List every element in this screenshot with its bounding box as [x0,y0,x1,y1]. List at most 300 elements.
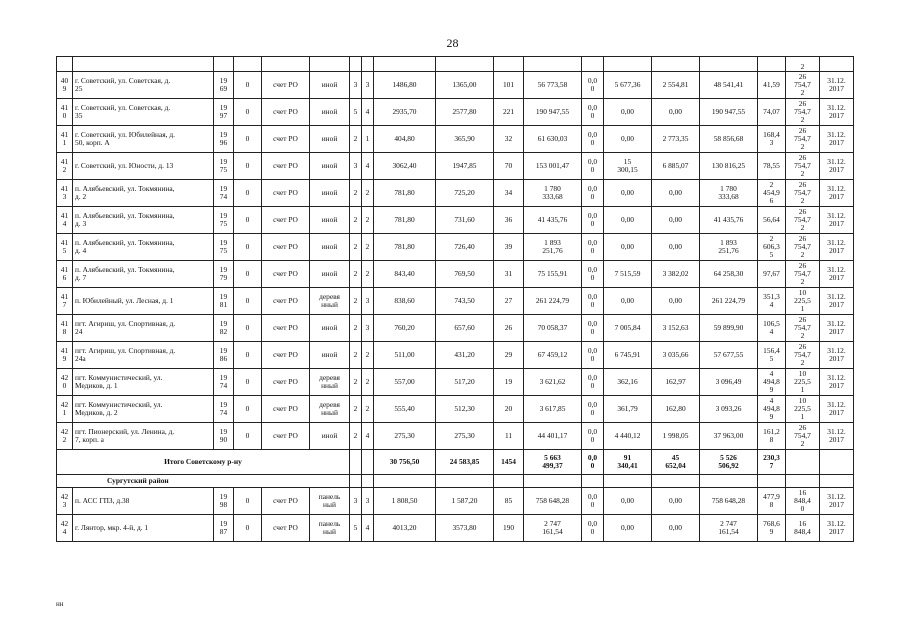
housing-table-container [56,56,854,542]
cell-cost-3: 0,00 [652,180,700,207]
table-row [57,288,854,315]
cell-living-area: 517,20 [436,369,494,396]
cell-fund-type: счет РО [262,153,310,180]
cell-row-number: 42 4 [57,515,73,542]
cell-row-number: 41 1 [57,126,73,153]
cell-build-year: 19 96 [214,126,234,153]
cell-floors: 2 [350,207,362,234]
cell-residents: 221 [494,99,524,126]
table-row [57,423,854,450]
cell-zero-value: 0 [234,488,262,515]
cell-build-year: 19 75 [214,153,234,180]
cell-floors: 2 [350,180,362,207]
cell-address: пгт. Коммунистический, ул. Медиков, д. 1 [73,369,214,396]
table-row [57,261,854,288]
cell-build-year: 19 87 [214,515,234,542]
cell-build-year: 19 75 [214,207,234,234]
cell-row-number: 42 2 [57,423,73,450]
section-title: Сургутский район [57,475,350,488]
table-top-row [57,57,854,72]
cell-limit-cost: 26 754,7 2 [786,207,820,234]
cell-limit-cost: 26 754,7 2 [786,342,820,369]
total-c5: 230,3 7 [758,450,786,475]
cell-wall-material: иной [310,72,350,99]
cell-cost-2: 0,00 [604,126,652,153]
cell-total-area: 781,80 [374,207,436,234]
total-cost-total: 5 663 499,37 [524,450,582,475]
table-row [57,126,854,153]
cell-cost-4: 48 541,41 [700,72,758,99]
cell-cost-3: 6 885,07 [652,153,700,180]
cell-cost-4: 3 093,26 [700,396,758,423]
cell-build-year: 19 74 [214,369,234,396]
top-fragment: 2 [786,57,820,72]
table-row [57,207,854,234]
cell-empty [350,450,362,475]
cell-living-area: 3573,80 [436,515,494,542]
cell-limit-cost: 26 754,7 2 [786,126,820,153]
cell-empty [820,475,854,488]
cell-cost-2: 361,79 [604,396,652,423]
cell-empty [494,475,524,488]
cell-entrances: 2 [362,342,374,369]
cell-cost-3: 162,80 [652,396,700,423]
cell-floors: 2 [350,288,362,315]
cell-fund-type: счет РО [262,207,310,234]
cell-address: п. Алябьевский, ул. Токмянина, д. 3 [73,207,214,234]
cell-limit-cost: 26 754,7 2 [786,99,820,126]
table-row [57,153,854,180]
cell-address: п. Алябьевский, ул. Токмянина, д. 7 [73,261,214,288]
cell-wall-material: иной [310,315,350,342]
cell-unit-cost: 97,67 [758,261,786,288]
cell-address: пгт. Пионерский, ул. Ленина, д. 7, корп. а [73,423,214,450]
cell-row-number: 41 4 [57,207,73,234]
cell-row-number: 41 8 [57,315,73,342]
cell-living-area: 657,60 [436,315,494,342]
cell-residents: 26 [494,315,524,342]
cell-residents: 34 [494,180,524,207]
table-row [57,234,854,261]
section-row [57,475,854,488]
cell-cost-1: 0,0 0 [582,180,604,207]
cell-total-area: 781,80 [374,180,436,207]
cell-total-area: 760,20 [374,315,436,342]
cell-cost-4: 1 893 251,76 [700,234,758,261]
cell-limit-cost: 26 754,7 2 [786,315,820,342]
cell-cost-2: 0,00 [604,99,652,126]
cell-address: пгт. Коммунистический, ул. Медиков, д. 2 [73,396,214,423]
table-row [57,315,854,342]
cell-cost-1: 0,0 0 [582,369,604,396]
cell-deadline: 31.12. 2017 [820,261,854,288]
cell-cost-3: 0,00 [652,288,700,315]
cell-entrances: 2 [362,261,374,288]
cell-living-area: 725,20 [436,180,494,207]
cell-total-area: 781,80 [374,234,436,261]
cell-wall-material: иной [310,153,350,180]
cell-total-cost: 41 435,76 [524,207,582,234]
cell-cost-2: 5 677,36 [604,72,652,99]
cell-total-area: 3062,40 [374,153,436,180]
cell-deadline: 31.12. 2017 [820,207,854,234]
cell-cost-2: 0,00 [604,234,652,261]
cell-fund-type: счет РО [262,342,310,369]
cell-build-year: 19 74 [214,180,234,207]
table-row [57,488,854,515]
cell-wall-material: иной [310,126,350,153]
cell-build-year: 19 90 [214,423,234,450]
cell-cost-4: 1 780 333,68 [700,180,758,207]
cell-address: п. АСС ГПЗ, д.38 [73,488,214,515]
cell-cost-3: 0,00 [652,234,700,261]
cell-unit-cost: 2 606,3 5 [758,234,786,261]
cell-cost-4: 261 224,79 [700,288,758,315]
cell-address: г. Лянтор, мкр. 4-й, д. 1 [73,515,214,542]
cell-cost-4: 3 096,49 [700,369,758,396]
cell-address: пгт. Агириш, ул. Спортивная, д. 24а [73,342,214,369]
cell-unit-cost: 56,64 [758,207,786,234]
cell-fund-type: счет РО [262,180,310,207]
cell-empty [820,450,854,475]
cell-wall-material: иной [310,261,350,288]
cell-total-cost: 3 621,62 [524,369,582,396]
cell-fund-type: счет РО [262,315,310,342]
cell-total-area: 843,40 [374,261,436,288]
cell-total-area: 1 808,50 [374,488,436,515]
cell-row-number: 41 3 [57,180,73,207]
cell-entrances: 4 [362,153,374,180]
table-row [57,515,854,542]
cell-cost-1: 0,0 0 [582,261,604,288]
cell-limit-cost: 16 848,4 [786,515,820,542]
cell-residents: 32 [494,126,524,153]
cell-unit-cost: 4 494,8 9 [758,396,786,423]
cell-total-cost: 190 947,55 [524,99,582,126]
cell-entrances: 2 [362,369,374,396]
cell-living-area: 1947,85 [436,153,494,180]
cell-empty [374,475,436,488]
cell-empty [758,475,786,488]
table-row [57,342,854,369]
cell-zero-value: 0 [234,72,262,99]
cell-deadline: 31.12. 2017 [820,288,854,315]
cell-deadline: 31.12. 2017 [820,515,854,542]
cell-entrances: 2 [362,396,374,423]
cell-total-cost: 44 401,17 [524,423,582,450]
cell-fund-type: счет РО [262,369,310,396]
total-c3: 45 652,04 [652,450,700,475]
cell-entrances: 2 [362,207,374,234]
cell-fund-type: счет РО [262,99,310,126]
cell-entrances: 3 [362,288,374,315]
cell-cost-4: 130 816,25 [700,153,758,180]
cell-unit-cost: 41,59 [758,72,786,99]
cell-deadline: 31.12. 2017 [820,234,854,261]
cell-cost-3: 3 382,02 [652,261,700,288]
cell-cost-4: 58 856,68 [700,126,758,153]
cell-cost-3: 3 035,66 [652,342,700,369]
cell-limit-cost: 26 754,7 2 [786,261,820,288]
cell-living-area: 731,60 [436,207,494,234]
cell-entrances: 1 [362,126,374,153]
cell-residents: 19 [494,369,524,396]
cell-empty [604,475,652,488]
cell-cost-3: 0,00 [652,99,700,126]
cell-cost-1: 0,0 0 [582,207,604,234]
cell-row-number: 42 0 [57,369,73,396]
cell-empty [652,475,700,488]
cell-unit-cost: 4 494,8 9 [758,369,786,396]
cell-row-number: 41 2 [57,153,73,180]
cell-address: г. Советский, ул. Советская, д. 35 [73,99,214,126]
table-row [57,369,854,396]
cell-cost-3: 162,97 [652,369,700,396]
cell-zero-value: 0 [234,342,262,369]
cell-limit-cost: 26 754,7 2 [786,153,820,180]
cell-limit-cost: 26 754,7 2 [786,423,820,450]
cell-living-area: 769,50 [436,261,494,288]
cell-deadline: 31.12. 2017 [820,72,854,99]
cell-row-number: 41 0 [57,99,73,126]
cell-total-area: 555,40 [374,396,436,423]
cell-zero-value: 0 [234,315,262,342]
cell-entrances: 3 [362,488,374,515]
cell-total-area: 838,60 [374,288,436,315]
cell-empty [786,475,820,488]
cell-deadline: 31.12. 2017 [820,488,854,515]
total-area-living: 24 583,85 [436,450,494,475]
cell-zero-value: 0 [234,396,262,423]
cell-row-number: 42 3 [57,488,73,515]
cell-wall-material: деревя нный [310,288,350,315]
cell-deadline: 31.12. 2017 [820,126,854,153]
total-area-total: 30 756,50 [374,450,436,475]
cell-zero-value: 0 [234,207,262,234]
cell-deadline: 31.12. 2017 [820,99,854,126]
cell-build-year: 19 74 [214,396,234,423]
cell-limit-cost: 26 754,7 2 [786,180,820,207]
cell-empty [362,475,374,488]
cell-row-number: 41 6 [57,261,73,288]
table-row [57,99,854,126]
cell-cost-4: 2 747 161,54 [700,515,758,542]
cell-deadline: 31.12. 2017 [820,180,854,207]
cell-total-cost: 75 155,91 [524,261,582,288]
cell-cost-1: 0,0 0 [582,288,604,315]
cell-zero-value: 0 [234,99,262,126]
page-number: 28 [446,36,459,50]
cell-cost-1: 0,0 0 [582,423,604,450]
cell-floors: 2 [350,315,362,342]
cell-floors: 5 [350,515,362,542]
cell-fund-type: счет РО [262,72,310,99]
cell-residents: 31 [494,261,524,288]
cell-cost-3: 2 554,81 [652,72,700,99]
cell-cost-3: 3 152,63 [652,315,700,342]
housing-table [56,56,854,542]
footer-mark: нн [56,600,64,608]
cell-total-area: 4013,20 [374,515,436,542]
cell-total-cost: 758 648,28 [524,488,582,515]
cell-fund-type: счет РО [262,423,310,450]
cell-unit-cost: 161,2 8 [758,423,786,450]
cell-living-area: 365,90 [436,126,494,153]
cell-limit-cost: 10 225,5 1 [786,288,820,315]
cell-zero-value: 0 [234,234,262,261]
cell-residents: 27 [494,288,524,315]
total-c4: 5 526 506,92 [700,450,758,475]
cell-zero-value: 0 [234,288,262,315]
cell-cost-4: 64 258,30 [700,261,758,288]
cell-unit-cost: 78,55 [758,153,786,180]
cell-residents: 39 [494,234,524,261]
cell-entrances: 3 [362,72,374,99]
total-label: Итого Советскому р-ну [57,450,350,475]
cell-fund-type: счет РО [262,234,310,261]
cell-cost-4: 59 899,90 [700,315,758,342]
cell-address: п. Юбилейный, ул. Лесная, д. 1 [73,288,214,315]
cell-cost-4: 41 435,76 [700,207,758,234]
cell-build-year: 19 69 [214,72,234,99]
cell-total-cost: 3 617,85 [524,396,582,423]
cell-unit-cost: 477,9 8 [758,488,786,515]
cell-wall-material: иной [310,234,350,261]
cell-living-area: 1 587,20 [436,488,494,515]
table-row [57,72,854,99]
cell-wall-material: иной [310,99,350,126]
total-c1: 0,0 0 [582,450,604,475]
cell-deadline: 31.12. 2017 [820,423,854,450]
cell-entrances: 3 [362,315,374,342]
cell-limit-cost: 16 848,4 0 [786,488,820,515]
cell-fund-type: счет РО [262,488,310,515]
cell-cost-1: 0,0 0 [582,72,604,99]
cell-wall-material: панель ный [310,515,350,542]
cell-cost-1: 0,0 0 [582,396,604,423]
cell-wall-material: иной [310,342,350,369]
cell-zero-value: 0 [234,369,262,396]
cell-total-cost: 261 224,79 [524,288,582,315]
cell-fund-type: счет РО [262,396,310,423]
cell-row-number: 42 1 [57,396,73,423]
cell-row-number: 40 9 [57,72,73,99]
cell-empty [786,450,820,475]
cell-cost-4: 37 963,00 [700,423,758,450]
cell-entrances: 4 [362,515,374,542]
cell-row-number: 41 9 [57,342,73,369]
cell-entrances: 4 [362,423,374,450]
cell-residents: 20 [494,396,524,423]
cell-cost-2: 0,00 [604,488,652,515]
cell-build-year: 19 82 [214,315,234,342]
cell-total-cost: 67 459,12 [524,342,582,369]
cell-cost-4: 758 648,28 [700,488,758,515]
cell-cost-2: 0,00 [604,180,652,207]
cell-address: п. Алябьевский, ул. Токмянина, д. 4 [73,234,214,261]
cell-deadline: 31.12. 2017 [820,153,854,180]
cell-cost-3: 0,00 [652,207,700,234]
cell-limit-cost: 10 225,5 1 [786,396,820,423]
cell-floors: 2 [350,261,362,288]
cell-residents: 29 [494,342,524,369]
cell-empty [350,475,362,488]
cell-cost-2: 6 745,91 [604,342,652,369]
cell-living-area: 512,30 [436,396,494,423]
cell-empty [582,475,604,488]
cell-cost-1: 0,0 0 [582,315,604,342]
cell-wall-material: иной [310,423,350,450]
cell-empty [362,450,374,475]
cell-residents: 101 [494,72,524,99]
cell-zero-value: 0 [234,261,262,288]
cell-cost-3: 0,00 [652,488,700,515]
cell-build-year: 19 97 [214,99,234,126]
cell-zero-value: 0 [234,515,262,542]
cell-entrances: 2 [362,180,374,207]
cell-floors: 5 [350,99,362,126]
cell-floors: 2 [350,423,362,450]
cell-row-number: 41 5 [57,234,73,261]
cell-living-area: 743,50 [436,288,494,315]
cell-unit-cost: 768,6 9 [758,515,786,542]
cell-deadline: 31.12. 2017 [820,315,854,342]
cell-total-cost: 2 747 161,54 [524,515,582,542]
cell-empty [436,475,494,488]
cell-living-area: 726,40 [436,234,494,261]
cell-total-cost: 153 001,47 [524,153,582,180]
cell-wall-material: иной [310,207,350,234]
cell-wall-material: панель ный [310,488,350,515]
cell-zero-value: 0 [234,180,262,207]
cell-total-cost: 61 630,03 [524,126,582,153]
cell-floors: 2 [350,126,362,153]
cell-zero-value: 0 [234,423,262,450]
cell-entrances: 4 [362,99,374,126]
cell-cost-2: 15 300,15 [604,153,652,180]
cell-unit-cost: 351,3 4 [758,288,786,315]
cell-wall-material: деревя нный [310,369,350,396]
cell-cost-4: 190 947,55 [700,99,758,126]
cell-unit-cost: 106,5 4 [758,315,786,342]
cell-cost-3: 0,00 [652,515,700,542]
cell-residents: 70 [494,153,524,180]
cell-cost-3: 2 773,35 [652,126,700,153]
cell-floors: 2 [350,342,362,369]
cell-cost-1: 0,0 0 [582,234,604,261]
cell-build-year: 19 75 [214,234,234,261]
cell-build-year: 19 98 [214,488,234,515]
cell-fund-type: счет РО [262,126,310,153]
cell-zero-value: 0 [234,126,262,153]
cell-residents: 11 [494,423,524,450]
cell-empty [524,475,582,488]
total-c2: 91 340,41 [604,450,652,475]
cell-build-year: 19 79 [214,261,234,288]
cell-total-area: 1486,80 [374,72,436,99]
cell-living-area: 431,20 [436,342,494,369]
cell-zero-value: 0 [234,153,262,180]
cell-fund-type: счет РО [262,515,310,542]
cell-address: п. Алябьевский, ул. Токмянина, д. 2 [73,180,214,207]
cell-total-cost: 56 773,58 [524,72,582,99]
cell-floors: 2 [350,396,362,423]
cell-total-cost: 1 893 251,76 [524,234,582,261]
cell-wall-material: деревя нный [310,396,350,423]
cell-unit-cost: 168,4 3 [758,126,786,153]
cell-address: г. Советский, ул. Юбилейная, д. 50, корп. А [73,126,214,153]
cell-limit-cost: 26 754,7 2 [786,72,820,99]
